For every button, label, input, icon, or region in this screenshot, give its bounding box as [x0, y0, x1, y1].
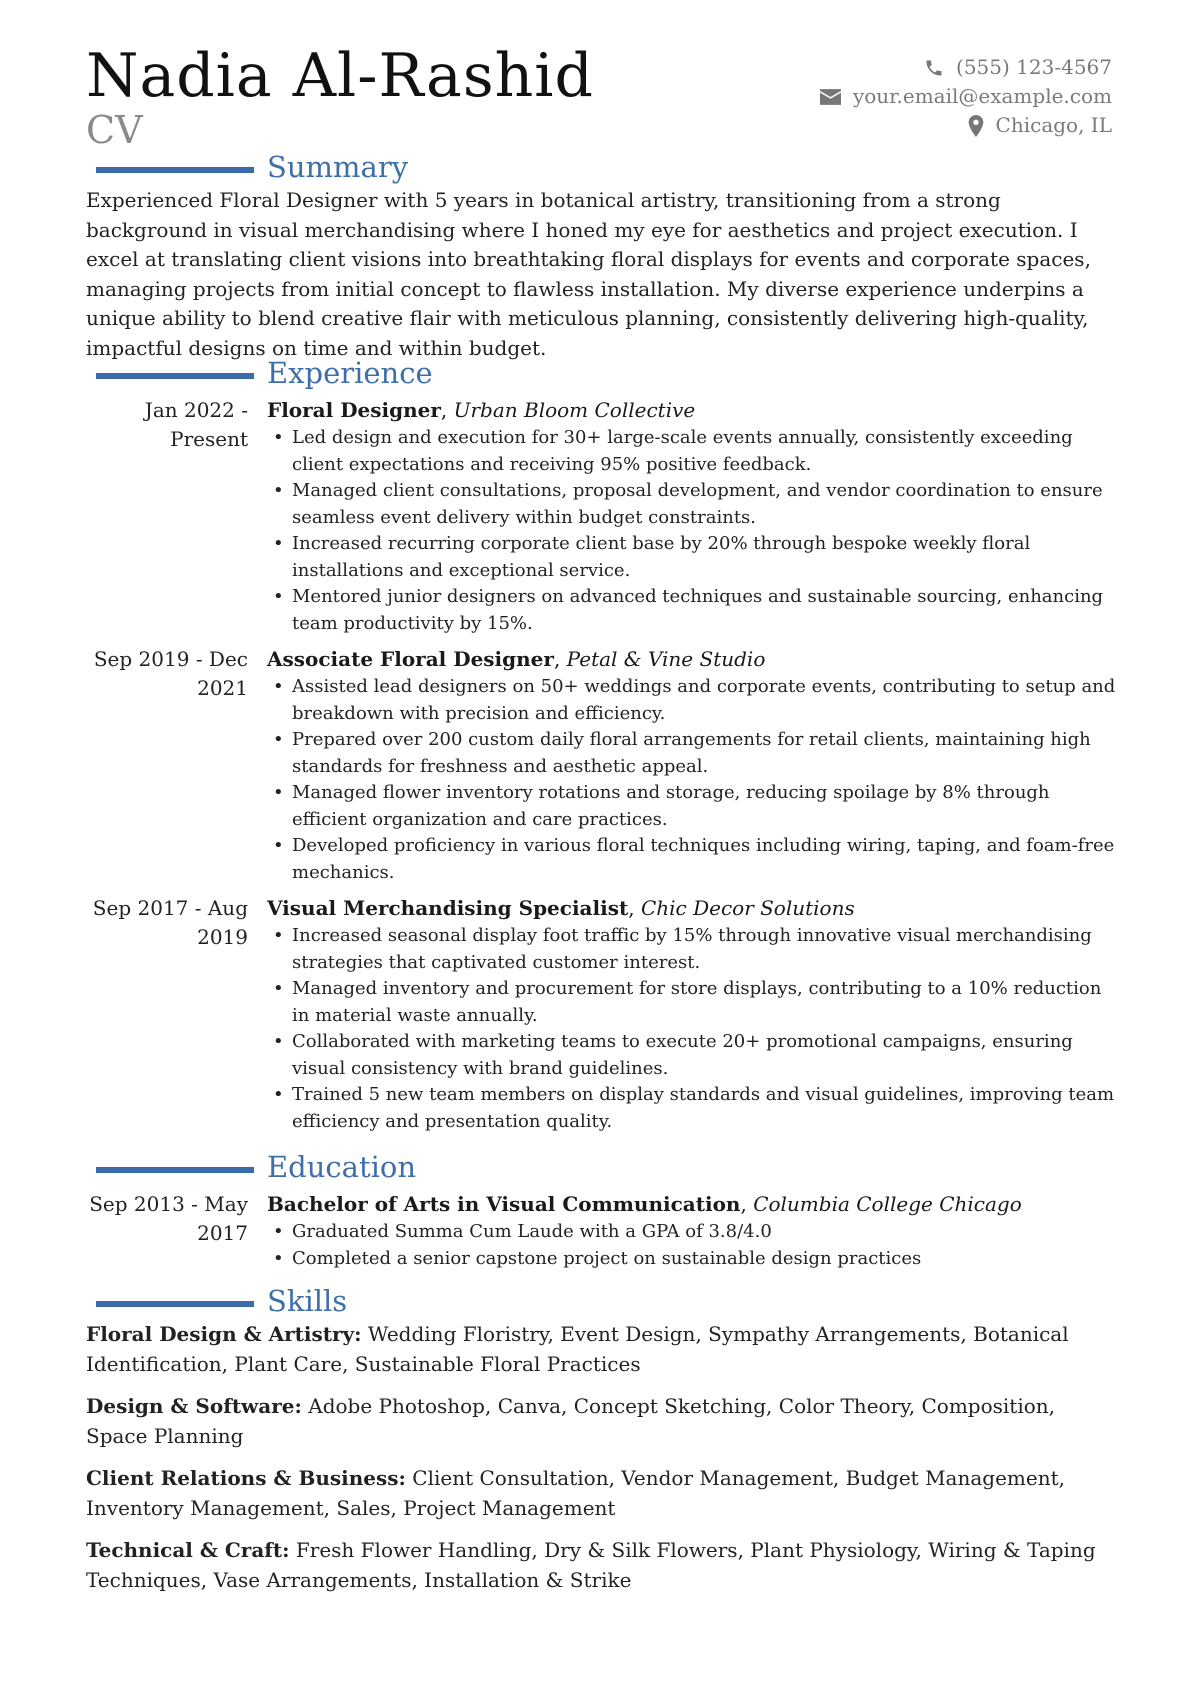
contact-block [820, 53, 1112, 140]
contact-phone [820, 53, 1112, 82]
phone-text: (555) 123-4567 [956, 55, 1112, 79]
envelope-icon [820, 89, 841, 105]
skill-group [86, 1320, 1116, 1379]
entry-bullets [267, 1219, 1117, 1272]
location-text: Chicago, IL [995, 113, 1112, 137]
entry-date: Sep 2017 - Aug 2019 [92, 896, 248, 949]
skill-category: Design & Software: [86, 1394, 302, 1418]
bullet-item: • Managed flower inventory rotations and storage, reducing spoilage by 8% through efficient organization and care practices. [267, 780, 1117, 833]
section-rule [96, 1167, 254, 1173]
bullet-item: • Graduated Summa Cum Laude with a GPA of 3.8/4.0 [267, 1219, 1117, 1246]
entry-body [267, 1190, 1117, 1272]
entry-heading: Visual Merchandising Specialist, Chic Decor Solutions [267, 896, 855, 920]
entry-date: Sep 2013 - May 2017 [89, 1192, 248, 1245]
skill-items: Adobe Photoshop, Canva, Concept Sketching, Color Theory, Composition, Space Planning [86, 1394, 1056, 1448]
entry-organization: Chic Decor Solutions [640, 896, 855, 920]
education-entry [0, 1190, 1190, 1272]
bullet-item: • Completed a senior capstone project on sustainable design practices [267, 1246, 1117, 1273]
skill-items: Fresh Flower Handling, Dry & Silk Flowers, Plant Physiology, Wiring & Taping Techniques, Vase Arrangements, Installation & Strike [86, 1538, 1096, 1592]
section-rule [96, 1301, 254, 1307]
skill-items: Client Consultation, Vendor Management, Budget Management, Inventory Management, Sales, Project Management [86, 1466, 1065, 1520]
bullet-item: • Trained 5 new team members on display standards and visual guidelines, improving team efficiency and presentation quality. [267, 1082, 1117, 1135]
phone-icon [924, 58, 944, 78]
entry-date: Sep 2019 - Dec 2021 [93, 647, 248, 700]
bullet-item: • Assisted lead designers on 50+ weddings and corporate events, contributing to setup and breakdown with precision and efficiency. [267, 674, 1117, 727]
entry-organization: Urban Bloom Collective [453, 398, 696, 422]
section-rule [96, 373, 254, 379]
entry-body [267, 894, 1117, 1135]
email-link[interactable]: your.email@example.com [852, 84, 1112, 108]
experience-entry [0, 645, 1190, 886]
bullet-item: • Collaborated with marketing teams to execute 20+ promotional campaigns, ensuring visual consistency with brand guidelines. [267, 1029, 1117, 1082]
section-title: Experience [267, 356, 433, 390]
map-marker-icon [968, 115, 984, 137]
entry-role: Associate Floral Designer [267, 647, 554, 671]
skill-items: Wedding Floristry, Event Design, Sympathy Arrangements, Botanical Identification, Plant Care, Sustainable Floral Practices [86, 1322, 1069, 1376]
entry-bullets [267, 674, 1117, 886]
bullet-item: • Increased recurring corporate client base by 20% through bespoke weekly floral installations and exceptional service. [267, 531, 1117, 584]
candidate-name: Nadia Al-Rashid [86, 41, 594, 111]
experience-section [0, 358, 1190, 1143]
section-title: Skills [267, 1284, 348, 1318]
section-header [0, 1286, 1190, 1320]
experience-entry [0, 396, 1190, 637]
entry-bullets [267, 923, 1117, 1135]
skill-group [86, 1536, 1116, 1595]
section-rule [96, 167, 254, 173]
bullet-item: • Managed inventory and procurement for store displays, contributing to a 10% reduction in material waste annually. [267, 976, 1117, 1029]
bullet-item: • Led design and execution for 30+ large-scale events annually, consistently exceeding client expectations and receiving 95% positive feedback. [267, 425, 1117, 478]
entry-organization: Petal & Vine Studio [566, 647, 766, 671]
bullet-item: • Increased seasonal display foot traffic by 15% through innovative visual merchandising strategies that captivated customer interest. [267, 923, 1117, 976]
entry-degree: Bachelor of Arts in Visual Communication [267, 1192, 741, 1216]
bullet-item: • Mentored junior designers on advanced techniques and sustainable sourcing, enhancing team productivity by 15%. [267, 584, 1117, 637]
entry-institution: Columbia College Chicago [753, 1192, 1022, 1216]
entry-body [267, 396, 1117, 637]
bullet-item: • Managed client consultations, proposal development, and vendor coordination to ensure seamless event delivery within budget constraints. [267, 478, 1117, 531]
contact-email [820, 82, 1112, 111]
skill-category: Technical & Craft: [86, 1538, 290, 1562]
entry-body [267, 645, 1117, 886]
skills-section [0, 1286, 1190, 1608]
summary-text: Experienced Floral Designer with 5 years in botanical artistry, transitioning from a strong background in visual merchandising where I honed my eye for aesthetics and project execution. I excel at translating client visions into breathtaking floral displays for events and corporate spaces, managing projects from initial concept to flawless installation. My diverse experience underpins a unique ability to blend creative flair with meticulous planning, consistently delivering high-quality, impactful designs on time and within budget. [86, 188, 1091, 360]
skill-group [86, 1464, 1116, 1523]
education-section [0, 1152, 1190, 1280]
contact-location [820, 111, 1112, 140]
section-title: Summary [267, 150, 409, 184]
entry-role: Visual Merchandising Specialist [267, 896, 629, 920]
skill-group [86, 1392, 1116, 1451]
skill-category: Floral Design & Artistry: [86, 1322, 362, 1346]
entry-heading: Bachelor of Arts in Visual Communication, Columbia College Chicago [267, 1192, 1022, 1216]
section-header [0, 152, 1190, 186]
entry-bullets [267, 425, 1117, 637]
entry-role: Floral Designer [267, 398, 441, 422]
experience-entry [0, 894, 1190, 1135]
skill-category: Client Relations & Business: [86, 1466, 406, 1490]
section-header [0, 358, 1190, 392]
summary-section [0, 152, 1190, 364]
bullet-item: • Developed proficiency in various floral techniques including wiring, taping, and foam-free mechanics. [267, 833, 1117, 886]
section-header [0, 1152, 1190, 1186]
document-subtitle: CV [86, 108, 143, 152]
entry-heading: Floral Designer, Urban Bloom Collective [267, 398, 696, 422]
section-title: Education [267, 1150, 417, 1184]
entry-heading: Associate Floral Designer, Petal & Vine Studio [267, 647, 766, 671]
entry-date: Jan 2022 - Present [144, 398, 248, 451]
bullet-item: • Prepared over 200 custom daily floral arrangements for retail clients, maintaining high standards for freshness and aesthetic appeal. [267, 727, 1117, 780]
